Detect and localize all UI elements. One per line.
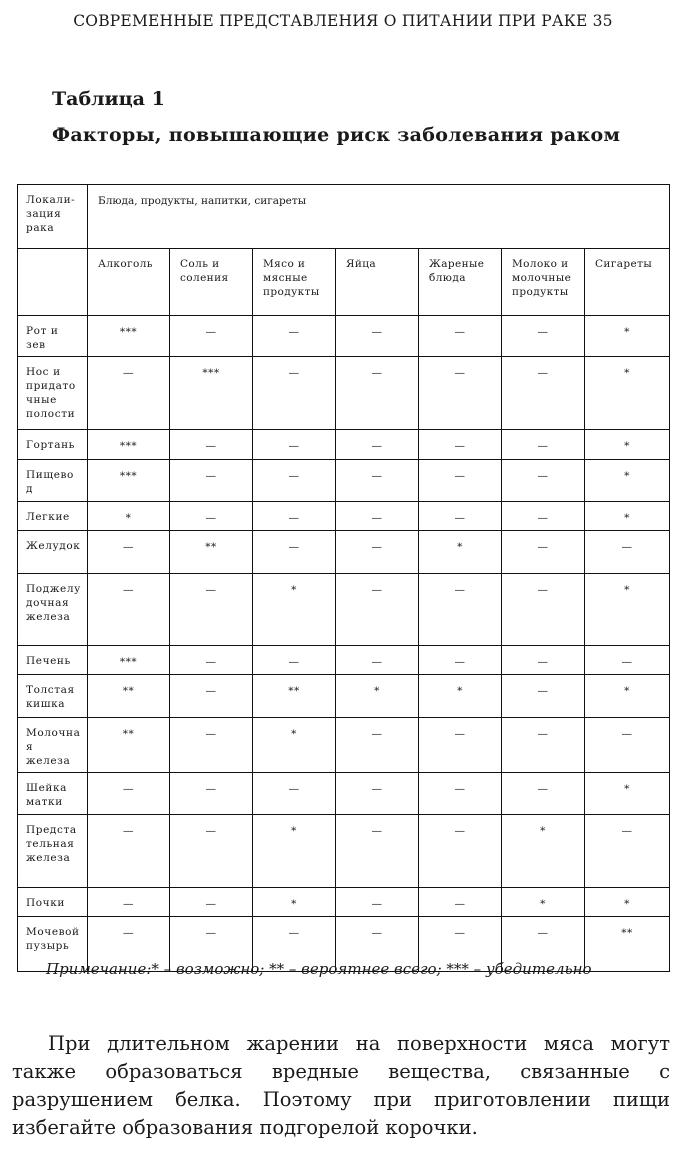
column-header-fried: Жареные блюда xyxy=(419,249,502,316)
site-cell: Желудок xyxy=(18,531,88,574)
value-cell: *** xyxy=(170,357,253,430)
value-cell: * xyxy=(419,675,502,718)
table-row xyxy=(18,316,670,357)
value-cell: * xyxy=(502,815,585,888)
value-cell: — xyxy=(419,357,502,430)
value-cell: — xyxy=(88,357,170,430)
value-cell: — xyxy=(419,502,502,531)
body-paragraph: При длительном жарении на поверхности мяса могут также образоваться вредные вещества, связанные с разрушением белка. Поэтому при приготовлении пищи избегайте образования подгорелой корочки. xyxy=(12,1032,670,1139)
value-cell: * xyxy=(253,888,336,917)
value-cell: — xyxy=(502,531,585,574)
value-cell: * xyxy=(585,460,670,502)
value-cell: ** xyxy=(253,675,336,718)
value-cell: * xyxy=(585,574,670,646)
site-cell: Нос и придаточные полости xyxy=(18,357,88,430)
empty-header-cell xyxy=(18,249,88,316)
site-cell: Поджелудочная железа xyxy=(18,574,88,646)
value-cell: — xyxy=(253,357,336,430)
value-cell: — xyxy=(88,815,170,888)
site-cell: Толстая кишка xyxy=(18,675,88,718)
value-cell: — xyxy=(253,646,336,675)
value-cell: * xyxy=(585,502,670,531)
value-cell: — xyxy=(502,502,585,531)
value-cell: — xyxy=(253,460,336,502)
value-cell: — xyxy=(253,773,336,815)
value-cell: * xyxy=(585,773,670,815)
value-cell: — xyxy=(88,773,170,815)
value-cell: ** xyxy=(88,718,170,773)
value-cell: — xyxy=(336,502,419,531)
value-cell: *** xyxy=(88,646,170,675)
group-header: Блюда, продукты, напитки, сигареты xyxy=(88,185,670,249)
value-cell: — xyxy=(419,718,502,773)
table-row xyxy=(18,357,670,430)
site-cell: Молочная железа xyxy=(18,718,88,773)
value-cell: — xyxy=(502,675,585,718)
value-cell: — xyxy=(502,316,585,357)
value-cell: — xyxy=(585,718,670,773)
value-cell: — xyxy=(170,917,253,972)
site-cell: Пищевод xyxy=(18,460,88,502)
risk-factors-table xyxy=(17,184,670,972)
value-cell: — xyxy=(170,773,253,815)
value-cell: — xyxy=(419,574,502,646)
value-cell: — xyxy=(336,815,419,888)
value-cell: — xyxy=(419,888,502,917)
table-row xyxy=(18,460,670,502)
value-cell: — xyxy=(419,316,502,357)
site-cell: Печень xyxy=(18,646,88,675)
table-header-row-1 xyxy=(18,185,670,249)
value-cell: — xyxy=(253,917,336,972)
value-cell: — xyxy=(502,460,585,502)
table-row xyxy=(18,815,670,888)
column-header-milk: Молоко и молочные продукты xyxy=(502,249,585,316)
value-cell: — xyxy=(419,917,502,972)
value-cell: — xyxy=(419,460,502,502)
value-cell: — xyxy=(88,917,170,972)
value-cell: — xyxy=(170,888,253,917)
running-head: СОВРЕМЕННЫЕ ПРЕДСТАВЛЕНИЯ О ПИТАНИИ ПРИ РАКЕ 35 xyxy=(73,12,613,30)
value-cell: ** xyxy=(88,675,170,718)
value-cell: — xyxy=(419,430,502,460)
value-cell: — xyxy=(170,460,253,502)
value-cell: — xyxy=(88,574,170,646)
value-cell: — xyxy=(253,430,336,460)
table-body xyxy=(18,316,670,972)
site-cell: Легкие xyxy=(18,502,88,531)
value-cell: — xyxy=(253,502,336,531)
value-cell: — xyxy=(336,430,419,460)
value-cell: ** xyxy=(585,917,670,972)
table-row xyxy=(18,718,670,773)
site-cell: Шейка матки xyxy=(18,773,88,815)
value-cell: — xyxy=(336,773,419,815)
value-cell: — xyxy=(502,574,585,646)
value-cell: — xyxy=(88,531,170,574)
table-row xyxy=(18,675,670,718)
column-header-alcohol: Алкоголь xyxy=(88,249,170,316)
table-row xyxy=(18,773,670,815)
value-cell: — xyxy=(419,646,502,675)
column-header-meat: Мясо и мясные продукты xyxy=(253,249,336,316)
value-cell: * xyxy=(253,815,336,888)
table-row xyxy=(18,531,670,574)
value-cell: — xyxy=(502,917,585,972)
value-cell: — xyxy=(253,531,336,574)
site-cell: Почки xyxy=(18,888,88,917)
value-cell: *** xyxy=(88,460,170,502)
column-header-salt: Соль и соления xyxy=(170,249,253,316)
value-cell: — xyxy=(170,675,253,718)
value-cell: — xyxy=(170,718,253,773)
value-cell: — xyxy=(336,888,419,917)
value-cell: — xyxy=(170,502,253,531)
value-cell: * xyxy=(585,316,670,357)
value-cell: — xyxy=(336,357,419,430)
value-cell: — xyxy=(336,460,419,502)
value-cell: — xyxy=(419,815,502,888)
value-cell: — xyxy=(336,531,419,574)
value-cell: — xyxy=(336,718,419,773)
table-row xyxy=(18,646,670,675)
value-cell: * xyxy=(253,718,336,773)
value-cell: — xyxy=(336,316,419,357)
table-row xyxy=(18,430,670,460)
value-cell: *** xyxy=(88,430,170,460)
site-cell: Мочевой пузырь xyxy=(18,917,88,972)
value-cell: * xyxy=(253,574,336,646)
value-cell: — xyxy=(170,815,253,888)
table-note: Примечание:* – возможно; ** – вероятнее всего; *** – убедительно xyxy=(46,960,592,978)
value-cell: * xyxy=(336,675,419,718)
site-cell: Рот и зев xyxy=(18,316,88,357)
value-cell: — xyxy=(336,574,419,646)
value-cell: *** xyxy=(88,316,170,357)
location-header: Локали-зация рака xyxy=(18,185,88,249)
column-header-eggs: Яйца xyxy=(336,249,419,316)
value-cell: — xyxy=(170,430,253,460)
value-cell: ** xyxy=(170,531,253,574)
value-cell: * xyxy=(502,888,585,917)
site-cell: Гортань xyxy=(18,430,88,460)
value-cell: — xyxy=(336,917,419,972)
value-cell: — xyxy=(585,646,670,675)
value-cell: * xyxy=(419,531,502,574)
table-title: Факторы, повышающие риск заболевания раком xyxy=(52,124,621,146)
value-cell: — xyxy=(585,815,670,888)
value-cell: * xyxy=(585,888,670,917)
table-row xyxy=(18,574,670,646)
value-cell: — xyxy=(88,888,170,917)
value-cell: — xyxy=(502,646,585,675)
value-cell: * xyxy=(88,502,170,531)
value-cell: — xyxy=(502,430,585,460)
value-cell: — xyxy=(253,316,336,357)
value-cell: — xyxy=(502,773,585,815)
table-header-row-2 xyxy=(18,249,670,316)
table-row xyxy=(18,502,670,531)
value-cell: * xyxy=(585,675,670,718)
value-cell: * xyxy=(585,357,670,430)
value-cell: — xyxy=(170,646,253,675)
value-cell: — xyxy=(502,357,585,430)
value-cell: — xyxy=(336,646,419,675)
table-label: Таблица 1 xyxy=(52,88,165,110)
value-cell: — xyxy=(170,316,253,357)
site-cell: Предстательная железа xyxy=(18,815,88,888)
value-cell: — xyxy=(170,574,253,646)
column-header-cigarettes: Сигареты xyxy=(585,249,670,316)
table-row xyxy=(18,888,670,917)
value-cell: — xyxy=(502,718,585,773)
value-cell: — xyxy=(419,773,502,815)
value-cell: — xyxy=(585,531,670,574)
value-cell: * xyxy=(585,430,670,460)
